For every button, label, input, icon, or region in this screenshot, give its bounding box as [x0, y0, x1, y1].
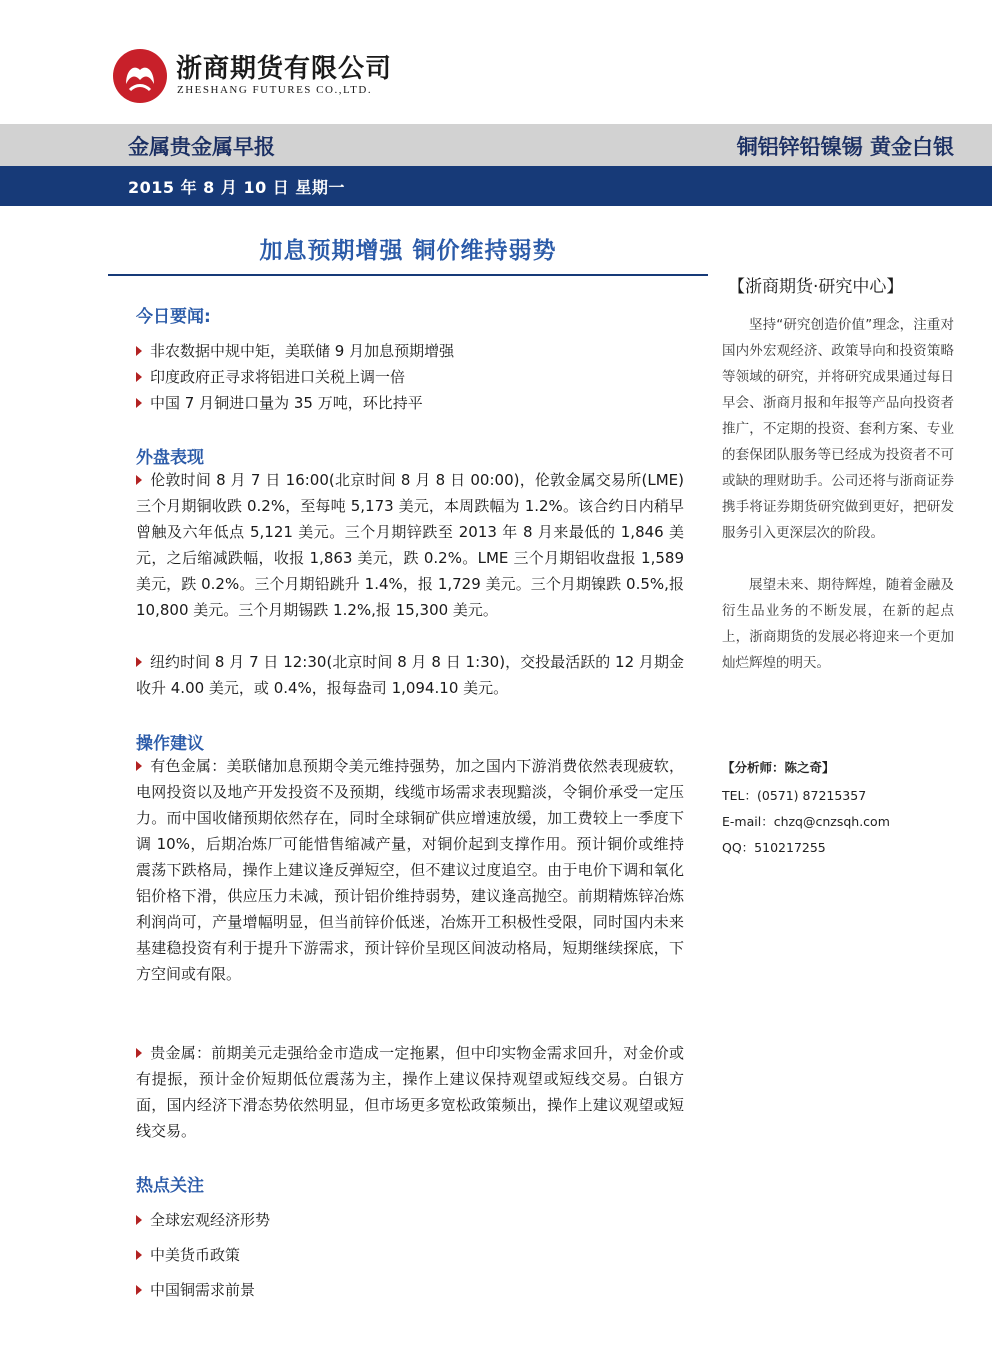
list-item: 非农数据中规中矩，美联储 9 月加息预期增强: [136, 338, 684, 364]
hotspots-list: [136, 1207, 684, 1312]
advice-section-title: 操作建议: [136, 734, 204, 754]
research-center-intro: 坚持“研究创造价值”理念，注重对国内外宏观经济、政策导向和投资策略等领域的研究，并将研究成果通过每日早会、浙商月报和年报等产品向投资者推广，不定期的投资、套利方案、专业的套保团队服务等已经成为投资者不可或缺的理财助手。公司还将与浙商证券携手将证券期货研究做到更好，把研发服务引入更深层次的阶段。: [722, 317, 954, 541]
report-type: 金属贵金属早报: [128, 135, 275, 159]
triangle-bullet-icon: [136, 372, 142, 382]
date-band: [0, 166, 992, 206]
triangle-bullet-icon: [136, 398, 142, 408]
list-item: 中国 7 月铜进口量为 35 万吨，环比持平: [136, 390, 684, 416]
list-item: 全球宏观经济形势: [136, 1207, 684, 1242]
report-type-band: [0, 124, 992, 166]
report-date: 2015 年 8 月 10 日 星期一: [128, 178, 345, 197]
triangle-bullet-icon: [136, 346, 142, 356]
advice-precious-metals-paragraph: 贵金属：前期美元走强给金市造成一定拖累，但中印实物金需求回升，对金价或有提振，预计金价短期低位震荡为主，操作上建议保持观望或短线交易。白银方面，国内经济下滑态势依然明显，但市场更多宽松政策频出，操作上建议观望或短线交易。: [136, 1044, 684, 1140]
company-name-en: ZHESHANG FUTURES CO.,LTD.: [177, 84, 373, 96]
report-headline: 加息预期增强 铜价维持弱势: [259, 238, 557, 264]
overseas-metals-paragraph: 伦敦时间 8 月 7 日 16:00(北京时间 8 月 8 日 00:00)，伦敦金属交易所(LME)三个月期铜收跌 0.2%，至每吨 5,173 美元，本周跌幅为 1.2%。该合约日内稍早曾触及六年低点 5,121 美元。三个月期锌跌至 2013 年 8 月来最低的 1,846 美元，之后缩减跌幅，收报 1,863 美元，跌 0.2%。LME 三个月期铝收盘报 1,589 美元，跌 0.2%。三个月期铅跳升 1.4%，报 1,729 美元。三个月期镍跌 0.5%,报 10,800 美元。三个月期锡跌 1.2%,报 15,300 美元。: [136, 471, 684, 619]
triangle-bullet-icon: [136, 1215, 142, 1225]
analyst-qq: QQ：510217255: [722, 840, 826, 855]
triangle-bullet-icon: [136, 475, 142, 485]
list-item: 印度政府正寻求将铝进口关税上调一倍: [136, 364, 684, 390]
research-center-outlook: 展望未来、期待辉煌，随着金融及衍生品业务的不断发展，在新的起点上，浙商期货的发展必将迎来一个更加灿烂辉煌的明天。: [722, 577, 954, 671]
analyst-tel: TEL：(0571) 87215357: [722, 788, 867, 803]
triangle-bullet-icon: [136, 1285, 142, 1295]
analyst-label: 【分析师：陈之奇】: [722, 760, 835, 775]
analyst-email[interactable]: E-mail：chzq@cnzsqh.com: [722, 814, 890, 829]
list-item: 中国铜需求前景: [136, 1277, 684, 1312]
company-logo: [112, 44, 402, 110]
overseas-section-title: 外盘表现: [136, 448, 204, 468]
triangle-bullet-icon: [136, 657, 142, 667]
overseas-gold-paragraph: 纽约时间 8 月 7 日 12:30(北京时间 8 月 8 日 1:30)，交投最活跃的 12 月期金收升 4.00 美元，或 0.4%，报每盎司 1,094.10 美元。: [136, 653, 684, 697]
triangle-bullet-icon: [136, 761, 142, 771]
headline-rule: [108, 274, 708, 276]
news-list: [136, 338, 684, 416]
triangle-bullet-icon: [136, 1250, 142, 1260]
metals-covered: 铜铝锌铅镍锡 黄金白银: [736, 135, 954, 159]
zheshang-logo-icon: [112, 48, 168, 104]
hotspots-section-title: 热点关注: [136, 1176, 204, 1196]
list-item: 中美货币政策: [136, 1242, 684, 1277]
research-center-title: 【浙商期货·研究中心】: [728, 277, 904, 297]
company-name-cn: 浙商期货有限公司: [176, 54, 393, 84]
advice-base-metals-paragraph: 有色金属：美联储加息预期令美元维持强势，加之国内下游消费依然表现疲软，电网投资以及地产开发投资不及预期，线缆市场需求表现黯淡，令铜价承受一定压力。而中国收储预期依然存在，同时全球铜矿供应增速放缓，加工费较上一季度下调 10%，后期冶炼厂可能惜售缩减产量，对铜价起到支撑作用。预计铜价或维持震荡下跌格局，操作上建议逢反弹短空，但不建议过度追空。由于电价下调和氧化铝价格下滑，供应压力未减，预计铝价维持弱势，建议逢高抛空。前期精炼锌冶炼利润尚可，产量增幅明显，但当前锌价低迷，冶炼开工积极性受限，同时国内未来基建稳投资有利于提升下游需求，预计锌价呈现区间波动格局，短期继续探底，下方空间或有限。: [136, 757, 684, 983]
news-section-title: 今日要闻:: [136, 307, 211, 327]
triangle-bullet-icon: [136, 1048, 142, 1058]
